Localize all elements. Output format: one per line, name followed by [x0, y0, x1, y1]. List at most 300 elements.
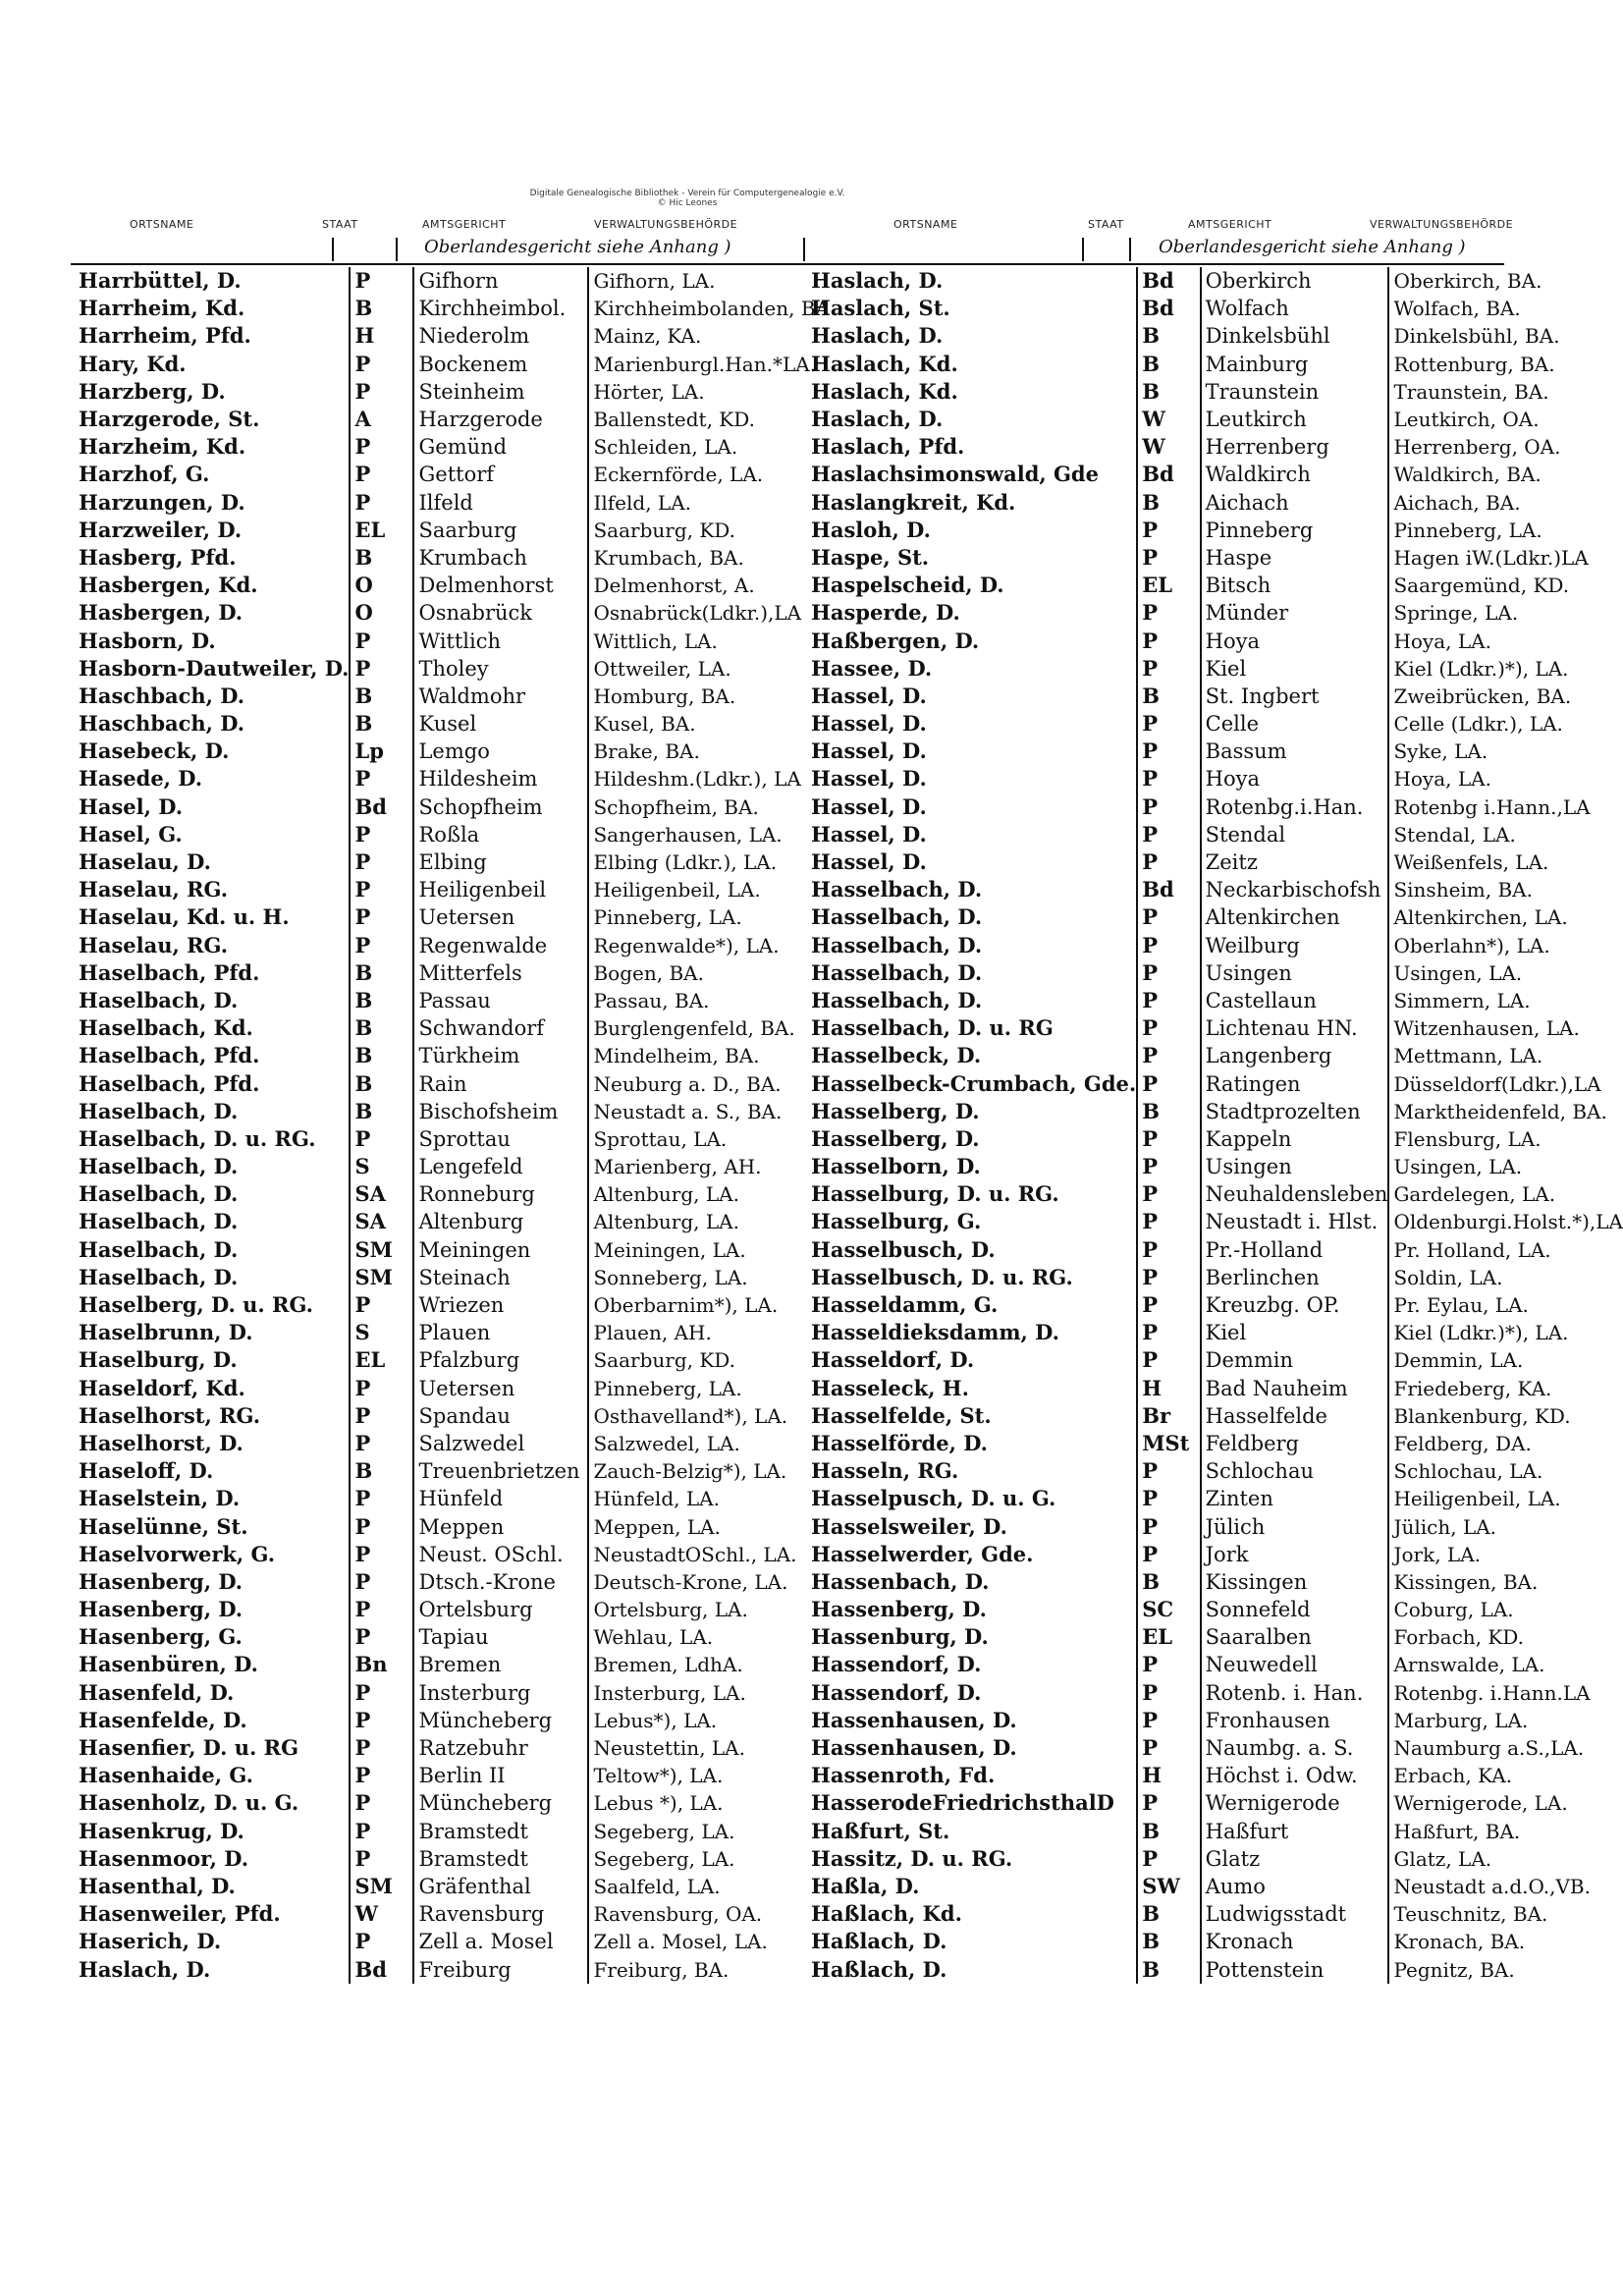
table-row	[803, 1955, 1623, 1983]
verwaltung-cell: Kiel (Ldkr.)*), LA.	[1388, 1319, 1623, 1346]
amtsgericht-cell: Zell a. Mosel	[413, 1928, 588, 1955]
table-row	[71, 987, 830, 1014]
ortsname-cell: Hasenhaide, G.	[79, 1763, 253, 1788]
verwaltung-cell: Bogen, BA.	[588, 959, 829, 987]
staat-cell: P	[1137, 1069, 1200, 1097]
amtsgericht-cell: Castellaun	[1201, 987, 1389, 1014]
amtsgericht-cell: Usingen	[1201, 959, 1389, 987]
verwaltung-cell: Segeberg, LA.	[588, 1818, 829, 1845]
verwaltung-cell: Jülich, LA.	[1388, 1512, 1623, 1540]
staat-cell: P	[1137, 1789, 1200, 1817]
watermark-line-1: Digitale Genealogische Bibliothek - Verein für Computergenealogie e.V.	[529, 189, 845, 198]
amtsgericht-cell: Neustadt i. Hlst.	[1201, 1208, 1389, 1235]
staat-cell: P	[350, 351, 413, 378]
verwaltung-cell: Neustadt a.d.O.,VB.	[1388, 1873, 1623, 1900]
verwaltung-cell: Passau, BA.	[588, 987, 829, 1014]
amtsgericht-cell: Kirchheimbol.	[413, 295, 588, 322]
table-row	[803, 1873, 1623, 1900]
staat-cell: P	[350, 461, 413, 488]
amtsgericht-cell: Plauen	[413, 1319, 588, 1346]
header-divider	[803, 238, 805, 261]
table-row	[71, 876, 830, 903]
staat-cell: P	[350, 1568, 413, 1596]
ortsname-cell: Harrbüttel, D.	[79, 268, 242, 294]
ortsname-cell: Hassel, D.	[811, 766, 927, 792]
amtsgericht-cell: Insterburg	[413, 1679, 588, 1707]
staat-cell: P	[350, 1485, 413, 1512]
staat-cell: MSt	[1137, 1430, 1200, 1457]
staat-cell: B	[350, 987, 413, 1014]
ortsname-cell: HasserodeFriedrichsthalD	[811, 1790, 1114, 1816]
ortsname-cell: Harzungen, D.	[79, 489, 245, 515]
amtsgericht-cell: Lichtenau HN.	[1201, 1014, 1389, 1042]
staat-cell: EL	[350, 517, 413, 544]
amtsgericht-cell: Neckarbischofsh	[1201, 876, 1389, 903]
staat-cell: P	[350, 1430, 413, 1457]
verwaltung-cell: Kirchheimbolanden, BA	[588, 295, 829, 322]
ortsname-cell: Haselbach, D.	[79, 1098, 239, 1123]
amtsgericht-cell: Zinten	[1201, 1485, 1389, 1512]
table-row	[803, 378, 1623, 406]
verwaltung-cell: Usingen, LA.	[1388, 959, 1623, 987]
amtsgericht-cell: Stadtprozelten	[1201, 1098, 1389, 1125]
verwaltung-cell: Saargemünd, KD.	[1388, 572, 1623, 599]
amtsgericht-cell: Bad Nauheim	[1201, 1375, 1389, 1402]
table-row	[803, 848, 1623, 876]
table-row	[803, 1042, 1623, 1069]
staat-cell: P	[1137, 848, 1200, 876]
staat-cell: S	[350, 1319, 413, 1346]
table-row	[803, 1125, 1623, 1153]
amtsgericht-cell: Wittlich	[413, 627, 588, 654]
table-row	[71, 295, 830, 322]
staat-cell: P	[1137, 903, 1200, 931]
staat-cell: B	[350, 1014, 413, 1042]
table-row	[803, 1375, 1623, 1402]
ortsname-cell: Hasselbach, D.	[811, 877, 983, 902]
ortsname-cell: Hasseleck, H.	[811, 1375, 969, 1400]
verwaltung-cell: Arnswalde, LA.	[1388, 1651, 1623, 1678]
staat-cell: Bd	[1137, 267, 1200, 295]
ortsname-cell: Hasselbach, D.	[811, 987, 983, 1012]
table-row	[71, 1707, 830, 1734]
verwaltung-cell: Mindelheim, BA.	[588, 1042, 829, 1069]
ortsname-cell: Haspe, St.	[811, 544, 930, 570]
amtsgericht-cell: Schwandorf	[413, 1014, 588, 1042]
staat-cell: SC	[1137, 1596, 1200, 1623]
ortsname-cell: Hasselbach, D. u. RG	[811, 1015, 1054, 1041]
amtsgericht-cell: Ludwigsstadt	[1201, 1900, 1389, 1928]
staat-cell: P	[350, 1679, 413, 1707]
amtsgericht-cell: Pr.-Holland	[1201, 1236, 1389, 1264]
ortsname-cell: Harzhof, G.	[79, 462, 210, 487]
amtsgericht-cell: Bockenem	[413, 351, 588, 378]
ortsname-cell: Haslach, St.	[811, 296, 950, 321]
ortsname-cell: Hassenroth, Fd.	[811, 1763, 996, 1788]
table-row	[71, 1928, 830, 1955]
table-row	[71, 738, 830, 765]
ortsname-cell: Haserich, D.	[79, 1929, 222, 1954]
ortsname-cell: Hassenhausen, D.	[811, 1735, 1017, 1761]
amtsgericht-cell: Usingen	[1201, 1153, 1389, 1180]
amtsgericht-cell: Pottenstein	[1201, 1955, 1389, 1983]
verwaltung-cell: Marienberg, AH.	[588, 1153, 829, 1180]
table-row	[71, 710, 830, 738]
staat-cell: P	[1137, 932, 1200, 959]
verwaltung-cell: Saalfeld, LA.	[588, 1873, 829, 1900]
verwaltung-cell: Marienburgl.Han.*LA.	[588, 351, 829, 378]
verwaltung-cell: Marburg, LA.	[1388, 1707, 1623, 1734]
verwaltung-cell: Marktheidenfeld, BA.	[1388, 1098, 1623, 1125]
table-row	[71, 765, 830, 793]
ortsname-cell: Haslach, D.	[79, 1956, 211, 1982]
table-row	[71, 599, 830, 627]
verwaltung-cell: Oldenburgi.Holst.*),LA	[1388, 1208, 1623, 1235]
verwaltung-cell: Erbach, KA.	[1388, 1762, 1623, 1789]
staat-cell: B	[350, 1457, 413, 1485]
amtsgericht-cell: Meppen	[413, 1512, 588, 1540]
amtsgericht-cell: Müncheberg	[413, 1707, 588, 1734]
amtsgericht-cell: Mitterfels	[413, 959, 588, 987]
table-row	[803, 489, 1623, 517]
verwaltung-cell: Gardelegen, LA.	[1388, 1180, 1623, 1208]
ortsname-cell: Hassendorf, D.	[811, 1652, 982, 1677]
verwaltung-cell: Ilfeld, LA.	[588, 489, 829, 517]
verwaltung-cell: Burglengenfeld, BA.	[588, 1014, 829, 1042]
staat-cell: P	[350, 876, 413, 903]
table-row	[71, 1457, 830, 1485]
amtsgericht-cell: Höchst i. Odw.	[1201, 1762, 1389, 1789]
staat-cell: P	[1137, 1236, 1200, 1264]
staat-cell: P	[1137, 738, 1200, 765]
amtsgericht-cell: Hoya	[1201, 627, 1389, 654]
verwaltung-cell: Lebus *), LA.	[588, 1789, 829, 1817]
staat-cell: P	[1137, 655, 1200, 683]
table-row	[71, 378, 830, 406]
verwaltung-cell: Osthavelland*), LA.	[588, 1402, 829, 1430]
amtsgericht-cell: Kiel	[1201, 655, 1389, 683]
table-row	[803, 295, 1623, 322]
table-row	[71, 1069, 830, 1097]
staat-cell: H	[350, 322, 413, 350]
staat-cell: P	[1137, 1291, 1200, 1319]
table-row	[71, 1180, 830, 1208]
staat-cell: Bd	[350, 793, 413, 821]
ortsname-cell: Harrheim, Pfd.	[79, 323, 251, 349]
table-row	[71, 1845, 830, 1873]
verwaltung-cell: Forbach, KD.	[1388, 1623, 1623, 1651]
staat-cell: H	[1137, 1762, 1200, 1789]
staat-cell: P	[350, 378, 413, 406]
table-row	[71, 517, 830, 544]
amtsgericht-cell: Kusel	[413, 710, 588, 738]
verwaltung-cell: Leutkirch, OA.	[1388, 406, 1623, 433]
ortsname-cell: Haselau, D.	[79, 849, 211, 875]
table-row	[71, 1541, 830, 1568]
verwaltung-cell: Elbing (Ldkr.), LA.	[588, 848, 829, 876]
verwaltung-cell: Salzwedel, LA.	[588, 1430, 829, 1457]
amtsgericht-cell: Meiningen	[413, 1236, 588, 1264]
ortsname-cell: Hasborn, D.	[79, 628, 216, 653]
verwaltung-cell: Celle (Ldkr.), LA.	[1388, 710, 1623, 738]
staat-cell: P	[1137, 1512, 1200, 1540]
verwaltung-cell: Kronach, BA.	[1388, 1928, 1623, 1955]
verwaltung-cell: Rotenbg. i.Hann.LA	[1388, 1679, 1623, 1707]
ortsname-cell: Hassenberg, D.	[811, 1597, 987, 1622]
ortsname-cell: Harzberg, D.	[79, 378, 226, 404]
table-row	[71, 1762, 830, 1789]
staat-cell: P	[1137, 1679, 1200, 1707]
verwaltung-cell: Schleiden, LA.	[588, 433, 829, 461]
staat-cell: P	[1137, 1319, 1200, 1346]
ortsname-cell: Haschbach, D.	[79, 711, 245, 737]
staat-cell: SW	[1137, 1873, 1200, 1900]
staat-cell: B	[350, 710, 413, 738]
amtsgericht-cell: Altenburg	[413, 1208, 588, 1235]
ortsname-cell: Hassendorf, D.	[811, 1679, 982, 1705]
table-row	[803, 1734, 1623, 1762]
staat-cell: B	[350, 1069, 413, 1097]
staat-cell: W	[1137, 433, 1200, 461]
ortsname-cell: Haselbach, D.	[79, 1236, 239, 1262]
table-row	[803, 322, 1623, 350]
amtsgericht-cell: Sprottau	[413, 1125, 588, 1153]
amtsgericht-cell: Pinneberg	[1201, 517, 1389, 544]
amtsgericht-cell: Bischofsheim	[413, 1098, 588, 1125]
ortsname-cell: Hasselförde, D.	[811, 1430, 988, 1455]
verwaltung-cell: Homburg, BA.	[588, 683, 829, 710]
ortsname-cell: Haslangkreit, Kd.	[811, 489, 1016, 515]
ortsname-cell: Hasenberg, D.	[79, 1597, 243, 1622]
amtsgericht-cell: Jork	[1201, 1541, 1389, 1568]
staat-cell: P	[1137, 1014, 1200, 1042]
verwaltung-cell: Schlochau, LA.	[1388, 1457, 1623, 1485]
table-row	[71, 627, 830, 654]
table-row	[71, 1818, 830, 1845]
table-row	[71, 1153, 830, 1180]
verwaltung-cell: Sonneberg, LA.	[588, 1264, 829, 1291]
table-row	[71, 1208, 830, 1235]
ortsname-cell: Haselbrunn, D.	[79, 1320, 253, 1345]
ortsname-cell: Haslach, Pfd.	[811, 434, 965, 460]
amtsgericht-cell: Uetersen	[413, 903, 588, 931]
table-row	[803, 738, 1623, 765]
amtsgericht-cell: Gemünd	[413, 433, 588, 461]
verwaltung-cell: Heiligenbeil, LA.	[1388, 1485, 1623, 1512]
table-row	[803, 1180, 1623, 1208]
ortsname-cell: Hasselburg, G.	[811, 1209, 982, 1234]
ortsname-cell: Haslach, D.	[811, 323, 944, 349]
amtsgericht-cell: Kronach	[1201, 1928, 1389, 1955]
verwaltung-cell: Wernigerode, LA.	[1388, 1789, 1623, 1817]
table-row	[71, 572, 830, 599]
table-row	[71, 433, 830, 461]
right-column-body	[803, 267, 1623, 1984]
amtsgericht-cell: Naumbg. a. S.	[1201, 1734, 1389, 1762]
table-row	[803, 932, 1623, 959]
staat-cell: B	[350, 1042, 413, 1069]
oberlandesgericht-note-left: Oberlandesgericht siehe Anhang )	[424, 237, 731, 257]
staat-cell: P	[1137, 627, 1200, 654]
staat-cell: P	[1137, 1125, 1200, 1153]
staat-cell: O	[350, 572, 413, 599]
verwaltung-cell: Oberkirch, BA.	[1388, 267, 1623, 295]
amtsgericht-cell: Hasselfelde	[1201, 1402, 1389, 1430]
staat-cell: B	[350, 295, 413, 322]
verwaltung-cell: Kissingen, BA.	[1388, 1568, 1623, 1596]
staat-cell: EL	[1137, 572, 1200, 599]
amtsgericht-cell: Steinheim	[413, 378, 588, 406]
verwaltung-cell: Rottenburg, BA.	[1388, 351, 1623, 378]
amtsgericht-cell: Hildesheim	[413, 765, 588, 793]
verwaltung-cell: Pr. Eylau, LA.	[1388, 1291, 1623, 1319]
staat-cell: P	[1137, 710, 1200, 738]
amtsgericht-cell: Haßfurt	[1201, 1818, 1389, 1845]
ortsname-cell: Hary, Kd.	[79, 351, 187, 376]
staat-cell: B	[1137, 322, 1200, 350]
staat-cell: P	[1137, 1153, 1200, 1180]
verwaltung-cell: Neuburg a. D., BA.	[588, 1069, 829, 1097]
table-row	[803, 1264, 1623, 1291]
ortsname-cell: Hasselberg, D.	[811, 1125, 980, 1151]
table-row	[71, 1596, 830, 1623]
table-row	[803, 710, 1623, 738]
ortsname-cell: Hasseldieksdamm, D.	[811, 1320, 1059, 1345]
staat-cell: P	[1137, 1180, 1200, 1208]
ortsname-cell: Haslach, Kd.	[811, 378, 958, 404]
verwaltung-cell: Simmern, LA.	[1388, 987, 1623, 1014]
staat-cell: B	[1137, 1955, 1200, 1983]
verwaltung-cell: Schopfheim, BA.	[588, 793, 829, 821]
amtsgericht-cell: Traunstein	[1201, 378, 1389, 406]
verwaltung-cell: Syke, LA.	[1388, 738, 1623, 765]
staat-cell: P	[1137, 987, 1200, 1014]
ortsname-cell: Hasseln, RG.	[811, 1458, 959, 1484]
amtsgericht-cell: Rain	[413, 1069, 588, 1097]
staat-cell: P	[1137, 544, 1200, 572]
verwaltung-cell: Saarburg, KD.	[588, 517, 829, 544]
ortsname-cell: Hasselpusch, D. u. G.	[811, 1486, 1056, 1511]
table-row	[71, 1430, 830, 1457]
verwaltung-cell: Heiligenbeil, LA.	[588, 876, 829, 903]
verwaltung-cell: Neustadt a. S., BA.	[588, 1098, 829, 1125]
staat-cell: B	[1137, 351, 1200, 378]
table-row	[803, 1707, 1623, 1734]
verwaltung-cell: Düsseldorf(Ldkr.),LA	[1388, 1069, 1623, 1097]
amtsgericht-cell: Neuwedell	[1201, 1651, 1389, 1678]
table-row	[803, 876, 1623, 903]
table-row	[803, 1845, 1623, 1873]
table-row	[803, 1319, 1623, 1346]
table-row	[803, 433, 1623, 461]
verwaltung-cell: Ravensburg, OA.	[588, 1900, 829, 1928]
ortsname-cell: Haselbach, D.	[79, 1264, 239, 1289]
table-row	[71, 903, 830, 931]
table-row	[71, 1319, 830, 1346]
table-row	[71, 1955, 830, 1983]
ortsname-cell: Hassenburg, D.	[811, 1624, 989, 1650]
staat-cell: W	[1137, 406, 1200, 433]
verwaltung-cell: Zweibrücken, BA.	[1388, 683, 1623, 710]
table-row	[803, 987, 1623, 1014]
verwaltung-cell: Gifhorn, LA.	[588, 267, 829, 295]
ortsname-cell: Haselau, RG.	[79, 877, 229, 902]
table-row	[71, 1568, 830, 1596]
header-ortsname-left: ORTSNAME	[130, 218, 194, 231]
amtsgericht-cell: Celle	[1201, 710, 1389, 738]
ortsname-cell: Hasborn-Dautweiler, D.	[79, 655, 350, 681]
amtsgericht-cell: Waldkirch	[1201, 461, 1389, 488]
amtsgericht-cell: Freiburg	[413, 1955, 588, 1983]
staat-cell: P	[1137, 1541, 1200, 1568]
verwaltung-cell: Neustettin, LA.	[588, 1734, 829, 1762]
amtsgericht-cell: Elbing	[413, 848, 588, 876]
header-divider	[396, 238, 398, 261]
ortsname-cell: Haselau, Kd. u. H.	[79, 904, 290, 930]
table-row	[71, 848, 830, 876]
ortsname-cell: Hassitz, D. u. RG.	[811, 1845, 1013, 1871]
ortsname-cell: Hassel, D.	[811, 821, 927, 847]
table-row	[71, 959, 830, 987]
verwaltung-cell: Zell a. Mosel, LA.	[588, 1928, 829, 1955]
table-row	[71, 1789, 830, 1817]
amtsgericht-cell: Neuhaldensleben	[1201, 1180, 1389, 1208]
verwaltung-cell: Demmin, LA.	[1388, 1346, 1623, 1374]
table-row	[71, 1512, 830, 1540]
header-amtsgericht-right: AMTSGERICHT	[1188, 218, 1272, 231]
ortsname-cell: Haßlach, D.	[811, 1929, 947, 1954]
ortsname-cell: Hassenbach, D.	[811, 1568, 990, 1594]
staat-cell: B	[1137, 1098, 1200, 1125]
amtsgericht-cell: Leutkirch	[1201, 406, 1389, 433]
staat-cell: SA	[350, 1180, 413, 1208]
staat-cell: Bd	[350, 1955, 413, 1983]
ortsname-cell: Haselau, RG.	[79, 932, 229, 957]
ortsname-cell: Hasenholz, D. u. G.	[79, 1790, 299, 1816]
amtsgericht-cell: Stendal	[1201, 821, 1389, 848]
staat-cell: Bn	[350, 1651, 413, 1678]
verwaltung-cell: Wehlau, LA.	[588, 1623, 829, 1651]
ortsname-cell: Haselberg, D. u. RG.	[79, 1292, 313, 1318]
staat-cell: SA	[350, 1208, 413, 1235]
staat-cell: W	[350, 1900, 413, 1928]
verwaltung-cell: Regenwalde*), LA.	[588, 932, 829, 959]
ortsname-cell: Haslach, D.	[811, 268, 944, 294]
staat-cell: B	[1137, 1900, 1200, 1928]
verwaltung-cell: Eckernförde, LA.	[588, 461, 829, 488]
ortsname-cell: Hassel, D.	[811, 849, 927, 875]
ortsname-cell: Hasenfelde, D.	[79, 1707, 247, 1732]
ortsname-cell: Hasselbusch, D.	[811, 1236, 996, 1262]
verwaltung-cell: Jork, LA.	[1388, 1541, 1623, 1568]
amtsgericht-cell: Münder	[1201, 599, 1389, 627]
amtsgericht-cell: Lengefeld	[413, 1153, 588, 1180]
amtsgericht-cell: Heiligenbeil	[413, 876, 588, 903]
staat-cell: SM	[350, 1236, 413, 1264]
amtsgericht-cell: Niederolm	[413, 322, 588, 350]
table-row	[803, 655, 1623, 683]
amtsgericht-cell: Bramstedt	[413, 1845, 588, 1873]
amtsgericht-cell: Bassum	[1201, 738, 1389, 765]
table-row	[71, 1375, 830, 1402]
staat-cell: B	[1137, 1818, 1200, 1845]
staat-cell: P	[350, 1291, 413, 1319]
amtsgericht-cell: Rotenb. i. Han.	[1201, 1679, 1389, 1707]
verwaltung-cell: Krumbach, BA.	[588, 544, 829, 572]
verwaltung-cell: Feldberg, DA.	[1388, 1430, 1623, 1457]
verwaltung-cell: Plauen, AH.	[588, 1319, 829, 1346]
table-row	[803, 821, 1623, 848]
